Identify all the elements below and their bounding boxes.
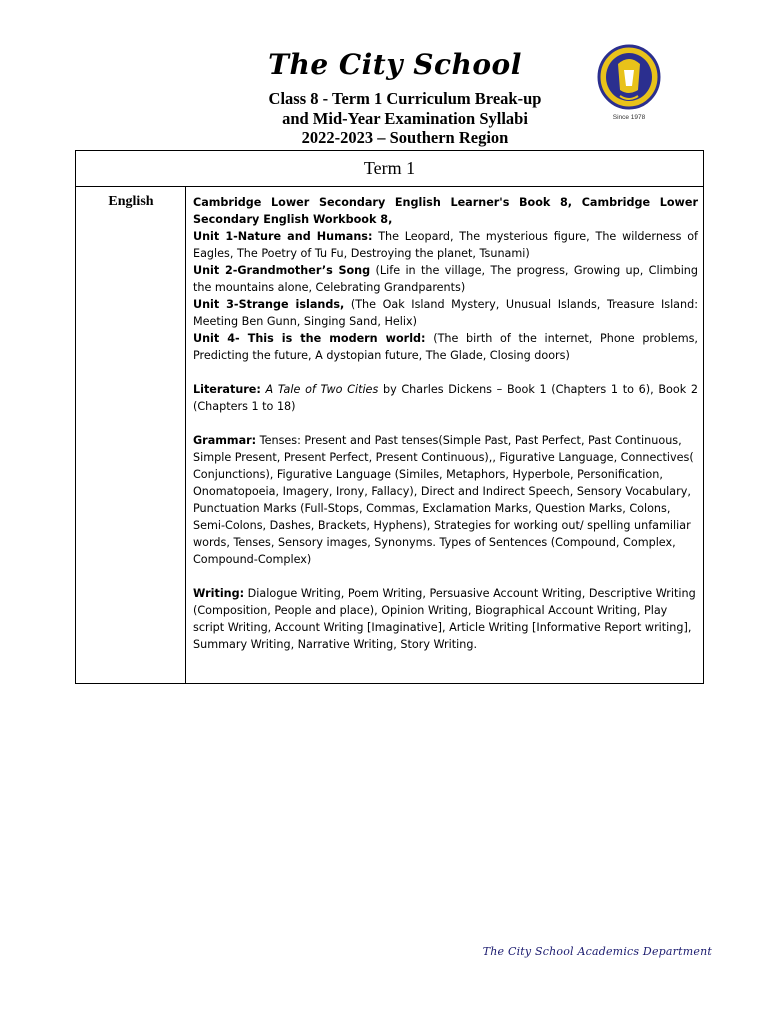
grammar-topics: Tenses: Present and Past tenses(Simple Past, Past Perfect, Past Continuous, Simple Present, Present Perfect, Present Continuous),, Figurative Language, Connectives( Conjunctions), Figurative Language (Similes, Metaphors, Hyperbole, Personification, Onomatopoeia, Imagery, Irony, Fallacy), Direct and Indirect Speech, Sensory Vocabulary, Punctuation Marks (Full-Stops, Commas, Exclamation Marks, Question Marks, Colons, Semi-Colons, Dashes, Brackets, Hyphens), Strategies for working out/ spelling unfamiliar words, Tenses, Sensory images, Synonyms. Types of Sentences (Compound, Complex, Compound-Complex)	[193, 434, 694, 566]
school-name: The City School	[268, 48, 522, 81]
unit-2-title: Unit 2-Grandmother’s Song	[193, 264, 371, 277]
document-subtitle-line-1: Class 8 - Term 1 Curriculum Break-up	[268, 89, 542, 108]
writing-topics: Dialogue Writing, Poem Writing, Persuasive Account Writing, Descriptive Writing (Composition, People and place), Opinion Writing, Biographical Account Writing, Play script Writing, Account Writing [Imaginative], Article Writing [Informative Report writing], Summary Writing, Narrative Writing, Story Writing.	[193, 587, 696, 651]
document-subtitle-line-2: and Mid-Year Examination Syllabi	[282, 109, 528, 128]
grammar-section	[193, 432, 698, 568]
school-logo	[596, 44, 662, 122]
literature-label: Literature:	[193, 383, 261, 396]
subject-cell	[76, 187, 186, 683]
literature-title: A Tale of Two Cities	[265, 383, 379, 396]
writing-label: Writing:	[193, 587, 245, 600]
unit-1	[193, 228, 698, 262]
literature-details: by Charles Dickens – Book 1 (Chapters 1 to 6), Book 2 (Chapters 1 to 18)	[193, 383, 698, 413]
unit-3-title: Unit 3-Strange islands,	[193, 298, 345, 311]
unit-2-topics: (Life in the village, The progress, Growing up, Climbing the mountains alone, Celebrating Grandparents)	[193, 264, 698, 294]
unit-3	[193, 296, 698, 330]
literature-section	[193, 381, 698, 415]
unit-3-topics: (The Oak Island Mystery, Unusual Islands, Treasure Island: Meeting Ben Gunn, Singing Sand, Helix)	[193, 298, 698, 328]
syllabus-table	[75, 150, 704, 684]
logo-caption: Since 1978	[612, 114, 646, 121]
unit-4	[193, 330, 698, 364]
unit-1-title: Unit 1-Nature and Humans:	[193, 230, 373, 243]
footer-department: The City School Academics Department	[482, 945, 712, 958]
writing-section	[193, 585, 698, 653]
grammar-label: Grammar:	[193, 434, 257, 447]
course-books: Cambridge Lower Secondary English Learner's Book 8, Cambridge Lower Secondary English Workbook 8,	[193, 196, 698, 226]
unit-4-topics: (The birth of the internet, Phone problems, Predicting the future, A dystopian future, The Glade, Closing doors)	[193, 332, 698, 362]
document-subtitle-line-3: 2022-2023 – Southern Region	[301, 128, 509, 147]
unit-2	[193, 262, 698, 296]
unit-4-title: Unit 4- This is the modern world:	[193, 332, 426, 345]
unit-1-topics: The Leopard, The mysterious figure, The wilderness of Eagles, The Poetry of Tu Fu, Destroying the planet, Tsunami)	[193, 230, 698, 260]
subject-name: English	[108, 194, 154, 209]
term-heading: Term 1	[76, 151, 703, 187]
syllabus-content	[193, 194, 698, 653]
